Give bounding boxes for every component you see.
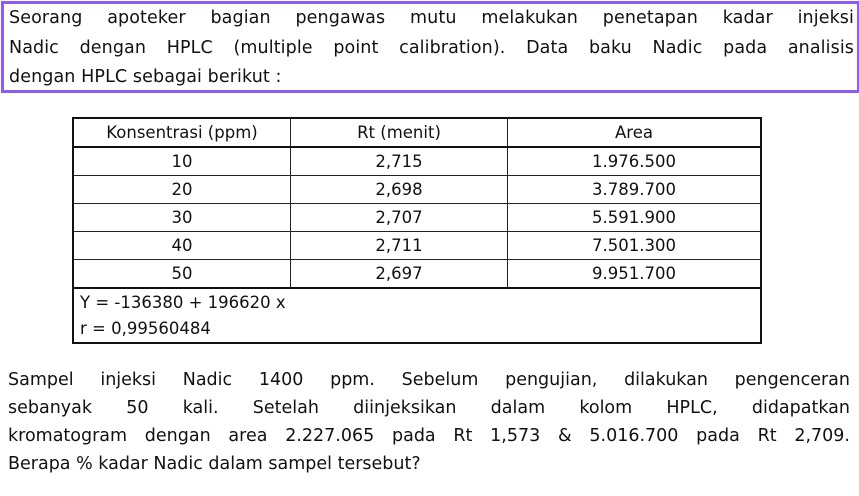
- table-row: [73, 176, 761, 204]
- table-row: [73, 204, 761, 232]
- cell-rt: 2,715: [291, 147, 508, 176]
- cell-area: 7.501.300: [508, 232, 762, 260]
- cell-konsentrasi: 30: [73, 204, 291, 232]
- cell-konsentrasi: 50: [73, 260, 291, 289]
- cell-rt: 2,707: [291, 204, 508, 232]
- header-area: Area: [508, 118, 762, 147]
- problem-intro-box: [1, 1, 859, 93]
- header-rt: Rt (menit): [291, 118, 508, 147]
- cell-rt: 2,697: [291, 260, 508, 289]
- regression-equation: Y = -136380 + 196620 x: [73, 288, 761, 316]
- table-header-row: [73, 118, 761, 147]
- intro-line: Nadic dengan HPLC (multiple point calibration). Data baku Nadic pada analisis: [9, 37, 854, 58]
- regression-row: [73, 288, 761, 316]
- cell-rt: 2,711: [291, 232, 508, 260]
- cell-area: 1.976.500: [508, 147, 762, 176]
- table-row: [73, 147, 761, 176]
- correlation-row: [73, 316, 761, 343]
- cell-konsentrasi: 20: [73, 176, 291, 204]
- table-row: [73, 260, 761, 289]
- cell-konsentrasi: 10: [73, 147, 291, 176]
- table-row: [73, 232, 761, 260]
- question-line: Berapa % kadar Nadic dalam sampel tersebut?: [8, 454, 421, 474]
- header-konsentrasi: Konsentrasi (ppm): [73, 118, 291, 147]
- question-line: sebanyak 50 kali. Setelah diinjeksikan dalam kolom HPLC, didapatkan: [8, 398, 850, 418]
- cell-konsentrasi: 40: [73, 232, 291, 260]
- correlation-coefficient: r = 0,99560484: [73, 316, 761, 343]
- cell-area: 5.591.900: [508, 204, 762, 232]
- cell-area: 3.789.700: [508, 176, 762, 204]
- problem-question: [8, 366, 850, 478]
- cell-rt: 2,698: [291, 176, 508, 204]
- question-line: Sampel injeksi Nadic 1400 ppm. Sebelum pengujian, dilakukan pengenceran: [8, 370, 850, 390]
- question-line: kromatogram dengan area 2.227.065 pada Rt 1,573 & 5.016.700 pada Rt 2,709.: [8, 426, 850, 446]
- intro-line: Seorang apoteker bagian pengawas mutu melakukan penetapan kadar injeksi: [9, 8, 854, 28]
- calibration-table: [72, 117, 762, 344]
- intro-line: dengan HPLC sebagai berikut :: [9, 67, 282, 87]
- cell-area: 9.951.700: [508, 260, 762, 289]
